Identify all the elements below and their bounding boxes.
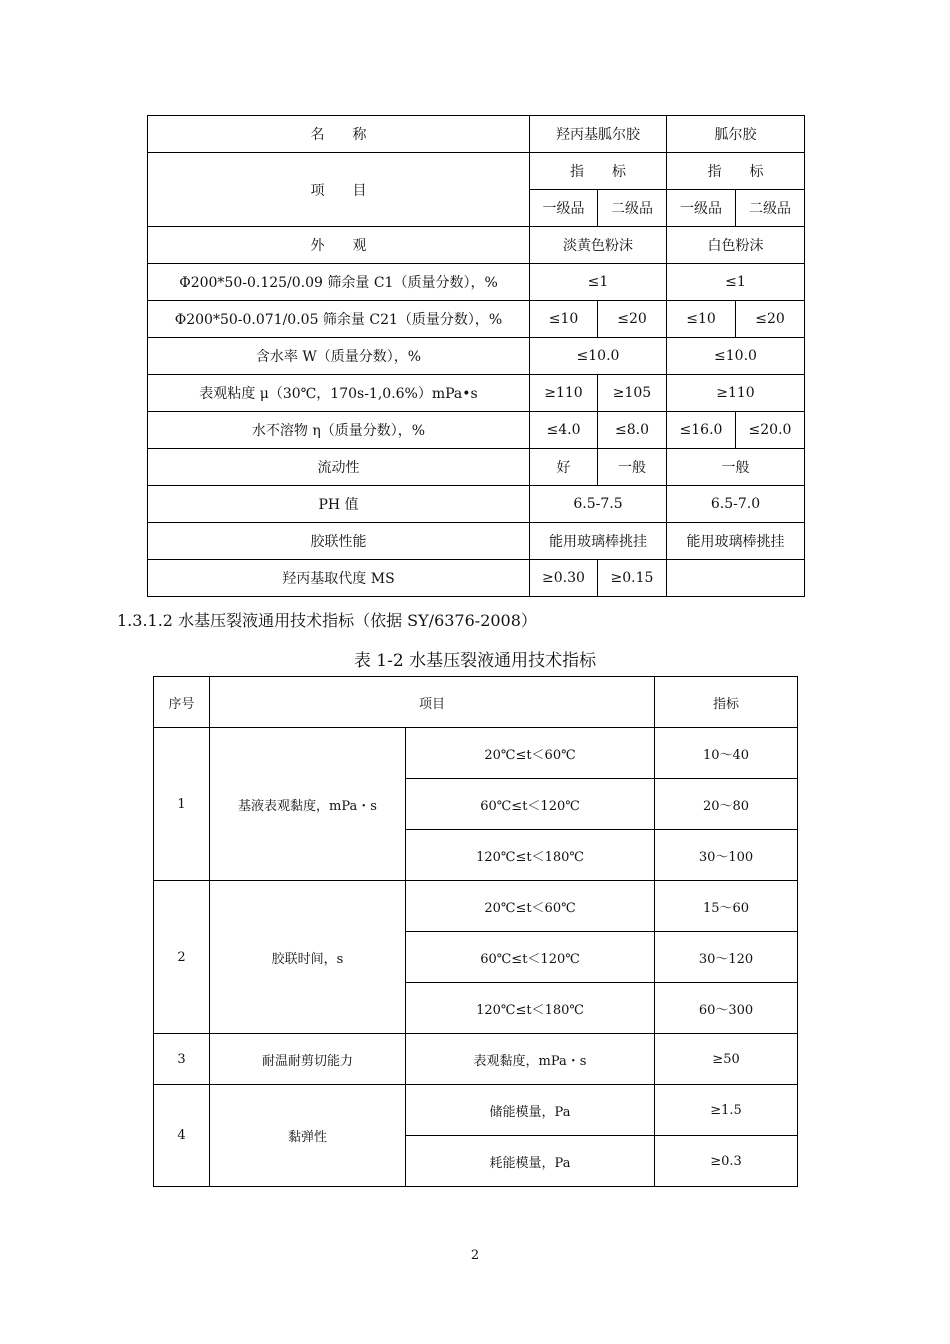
row-label: 外 观 bbox=[148, 227, 530, 264]
group-no: 4 bbox=[154, 1085, 210, 1187]
value-cell: ≤20.0 bbox=[736, 412, 805, 449]
value-cell: 一般 bbox=[667, 449, 805, 486]
table-row bbox=[148, 264, 805, 301]
condition-cell: 储能模量，Pa bbox=[406, 1085, 655, 1136]
row-label: 表观粘度 μ（30℃，170s-1,0.6%）mPa•s bbox=[148, 375, 530, 412]
table-row bbox=[148, 523, 805, 560]
condition-cell: 20℃≤t＜60℃ bbox=[406, 728, 655, 779]
value-cell: ≤8.0 bbox=[598, 412, 667, 449]
condition-cell: 60℃≤t＜120℃ bbox=[406, 779, 655, 830]
page-number: 2 bbox=[470, 1248, 480, 1263]
row-label: 羟丙基取代度 MS bbox=[148, 560, 530, 597]
value-cell: ≤4.0 bbox=[530, 412, 598, 449]
value-cell: ≥105 bbox=[598, 375, 667, 412]
header-col-b: 胍尔胶 bbox=[667, 116, 805, 153]
table-row bbox=[148, 301, 805, 338]
value-cell: 20～80 bbox=[655, 779, 798, 830]
group-name: 胶联时间，s bbox=[210, 881, 406, 1034]
header-no: 序号 bbox=[154, 677, 210, 728]
row-label: 水不溶物 η（质量分数），% bbox=[148, 412, 530, 449]
table-row bbox=[154, 1085, 798, 1136]
value-cell: ≤20 bbox=[736, 301, 805, 338]
condition-cell: 表观黏度，mPa・s bbox=[406, 1034, 655, 1085]
table-row bbox=[148, 486, 805, 523]
header-index-b: 指 标 bbox=[667, 153, 805, 190]
condition-cell: 20℃≤t＜60℃ bbox=[406, 881, 655, 932]
row-label: PH 值 bbox=[148, 486, 530, 523]
condition-cell: 120℃≤t＜180℃ bbox=[406, 830, 655, 881]
value-cell: 30～120 bbox=[655, 932, 798, 983]
table-row bbox=[148, 227, 805, 264]
table-row bbox=[154, 881, 798, 932]
section-heading: 1.3.1.2 水基压裂液通用技术指标（依据 SY/6376-2008） bbox=[117, 611, 537, 630]
value-cell: ≥1.5 bbox=[655, 1085, 798, 1136]
table-row bbox=[154, 728, 798, 779]
header-name: 名 称 bbox=[148, 116, 530, 153]
value-cell: ≥0.15 bbox=[598, 560, 667, 597]
value-cell: ≤10.0 bbox=[667, 338, 805, 375]
value-cell: ≥110 bbox=[530, 375, 598, 412]
value-cell: ≤10.0 bbox=[530, 338, 667, 375]
group-name: 基液表观黏度，mPa・s bbox=[210, 728, 406, 881]
header-col-a: 羟丙基胍尔胶 bbox=[530, 116, 667, 153]
value-cell: 60～300 bbox=[655, 983, 798, 1034]
header-item: 项 目 bbox=[148, 153, 530, 227]
value-cell: 30～100 bbox=[655, 830, 798, 881]
table-row bbox=[148, 116, 805, 153]
table-row bbox=[148, 338, 805, 375]
table-row bbox=[148, 412, 805, 449]
grade-cell: 二级品 bbox=[736, 190, 805, 227]
group-no: 3 bbox=[154, 1034, 210, 1085]
row-label: 流动性 bbox=[148, 449, 530, 486]
value-cell: ≤10 bbox=[667, 301, 736, 338]
value-cell: 15～60 bbox=[655, 881, 798, 932]
value-cell: 10～40 bbox=[655, 728, 798, 779]
value-cell: ≤1 bbox=[667, 264, 805, 301]
table-row bbox=[148, 560, 805, 597]
row-label: Φ200*50-0.125/0.09 筛余量 C1（质量分数），% bbox=[148, 264, 530, 301]
value-cell: 能用玻璃棒挑挂 bbox=[667, 523, 805, 560]
value-cell: ≤20 bbox=[598, 301, 667, 338]
value-cell: 好 bbox=[530, 449, 598, 486]
group-name: 耐温耐剪切能力 bbox=[210, 1034, 406, 1085]
row-label: 胶联性能 bbox=[148, 523, 530, 560]
value-cell: 淡黄色粉沫 bbox=[530, 227, 667, 264]
table-row bbox=[148, 375, 805, 412]
guar-spec-table bbox=[147, 115, 805, 597]
value-cell: 能用玻璃棒挑挂 bbox=[530, 523, 667, 560]
fracturing-fluid-spec-table bbox=[153, 676, 798, 1187]
header-item: 项目 bbox=[210, 677, 655, 728]
value-cell: ≥50 bbox=[655, 1034, 798, 1085]
condition-cell: 耗能模量，Pa bbox=[406, 1136, 655, 1187]
grade-cell: 一级品 bbox=[530, 190, 598, 227]
row-label: 含水率 W（质量分数），% bbox=[148, 338, 530, 375]
row-label: Φ200*50-0.071/0.05 筛余量 C21（质量分数），% bbox=[148, 301, 530, 338]
value-cell: 一般 bbox=[598, 449, 667, 486]
group-name: 黏弹性 bbox=[210, 1085, 406, 1187]
table-row bbox=[154, 677, 798, 728]
group-no: 1 bbox=[154, 728, 210, 881]
grade-cell: 一级品 bbox=[667, 190, 736, 227]
group-no: 2 bbox=[154, 881, 210, 1034]
value-cell: ≤16.0 bbox=[667, 412, 736, 449]
grade-cell: 二级品 bbox=[598, 190, 667, 227]
header-index: 指标 bbox=[655, 677, 798, 728]
value-cell: ≤10 bbox=[530, 301, 598, 338]
table-caption: 表 1-2 水基压裂液通用技术指标 bbox=[353, 651, 597, 671]
condition-cell: 120℃≤t＜180℃ bbox=[406, 983, 655, 1034]
table-row bbox=[148, 153, 805, 190]
value-cell: ≥110 bbox=[667, 375, 805, 412]
value-cell: ≥0.3 bbox=[655, 1136, 798, 1187]
header-index-a: 指 标 bbox=[530, 153, 667, 190]
value-cell: 白色粉沫 bbox=[667, 227, 805, 264]
condition-cell: 60℃≤t＜120℃ bbox=[406, 932, 655, 983]
table-row bbox=[154, 1034, 798, 1085]
value-cell: 6.5-7.0 bbox=[667, 486, 805, 523]
table-row bbox=[148, 449, 805, 486]
value-cell: ≤1 bbox=[530, 264, 667, 301]
value-cell bbox=[667, 560, 805, 597]
value-cell: ≥0.30 bbox=[530, 560, 598, 597]
value-cell: 6.5-7.5 bbox=[530, 486, 667, 523]
